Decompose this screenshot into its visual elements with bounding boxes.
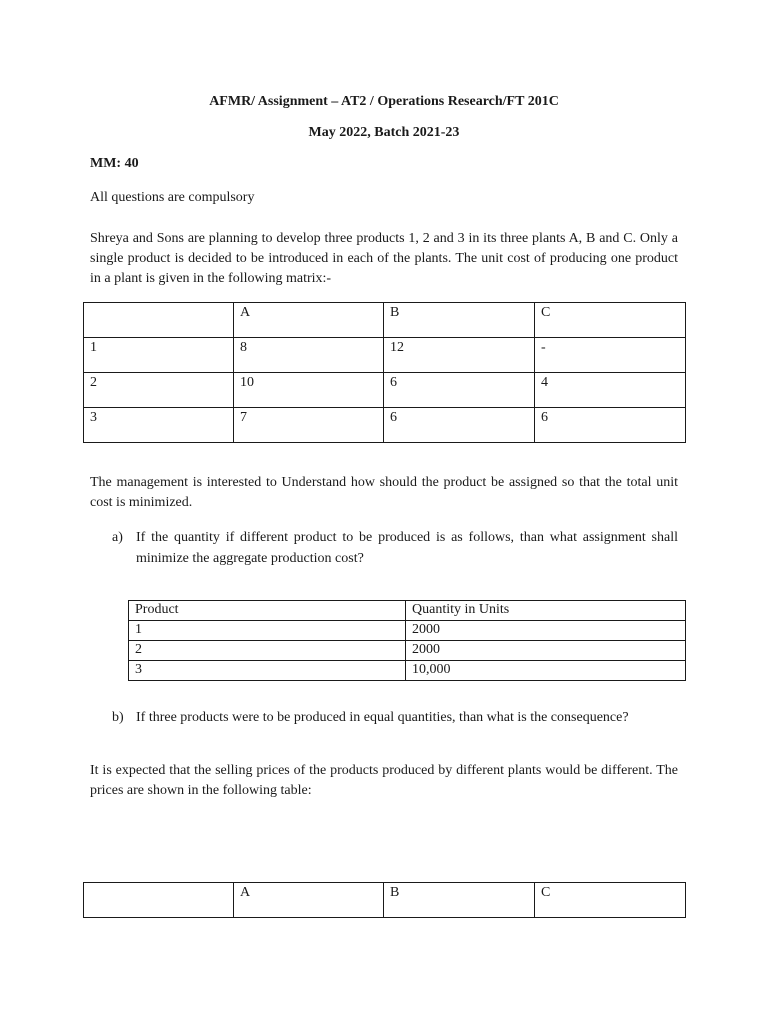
- cost-matrix-table: [83, 302, 686, 443]
- table-cell: Product: [129, 601, 406, 621]
- intro-paragraph: Shreya and Sons are planning to develop three products 1, 2 and 3 in its three plants A, B and C. Only a single product is decided to be introduced in each of the plants. The unit cost of producing one product in a plant is given in the following matrix:-: [90, 231, 678, 286]
- table-row: [129, 621, 686, 641]
- table-cell: 10,000: [406, 661, 686, 681]
- table-header-row: [84, 883, 686, 918]
- table-cell: 2: [129, 641, 406, 661]
- question-b-marker: b): [112, 710, 124, 725]
- document-subtitle: May 2022, Batch 2021-23: [308, 125, 460, 140]
- quantity-table: [128, 600, 686, 681]
- prices-paragraph: It is expected that the selling prices of the products produced by different plants would be different. The prices are shown in the following table:: [90, 763, 678, 798]
- table-cell: 6: [384, 408, 535, 443]
- table-row: [129, 661, 686, 681]
- table-cell: A: [234, 303, 384, 338]
- table-cell: B: [384, 303, 535, 338]
- table-cell: 3: [84, 408, 234, 443]
- table-cell: Quantity in Units: [406, 601, 686, 621]
- table-cell: -: [535, 338, 686, 373]
- table-row: [129, 641, 686, 661]
- question-b: [112, 707, 678, 728]
- question-a-marker: a): [112, 530, 123, 545]
- table-cell: 8: [234, 338, 384, 373]
- table-cell: 3: [129, 661, 406, 681]
- table-row: [84, 338, 686, 373]
- table-cell: A: [234, 883, 384, 918]
- management-paragraph: The management is interested to Understand how should the product be assigned so that the total unit cost is minimized.: [90, 475, 678, 510]
- table-header-row: [129, 601, 686, 621]
- table-cell: C: [535, 303, 686, 338]
- table-cell: 12: [384, 338, 535, 373]
- document-title: AFMR/ Assignment – AT2 / Operations Research/FT 201C: [209, 94, 559, 109]
- table-cell: 4: [535, 373, 686, 408]
- table-row: [84, 408, 686, 443]
- table-cell: 1: [129, 621, 406, 641]
- table-cell: 2000: [406, 621, 686, 641]
- question-b-text: If three products were to be produced in equal quantities, than what is the consequence?: [136, 710, 629, 725]
- table-cell: 2000: [406, 641, 686, 661]
- table-cell: 1: [84, 338, 234, 373]
- question-a-text: If the quantity if different product to be produced is as follows, than what assignment shall minimize the aggregate production cost?: [136, 530, 678, 566]
- table-cell: B: [384, 883, 535, 918]
- table-row: [84, 373, 686, 408]
- price-table: [83, 882, 686, 918]
- table-cell: C: [535, 883, 686, 918]
- table-cell: 10: [234, 373, 384, 408]
- max-marks: MM: 40: [90, 156, 139, 171]
- table-cell: [84, 883, 234, 918]
- instructions: All questions are compulsory: [90, 190, 255, 205]
- question-a: [112, 527, 678, 569]
- table-cell: 6: [384, 373, 535, 408]
- table-header-row: [84, 303, 686, 338]
- table-cell: [84, 303, 234, 338]
- table-cell: 2: [84, 373, 234, 408]
- table-cell: 7: [234, 408, 384, 443]
- table-cell: 6: [535, 408, 686, 443]
